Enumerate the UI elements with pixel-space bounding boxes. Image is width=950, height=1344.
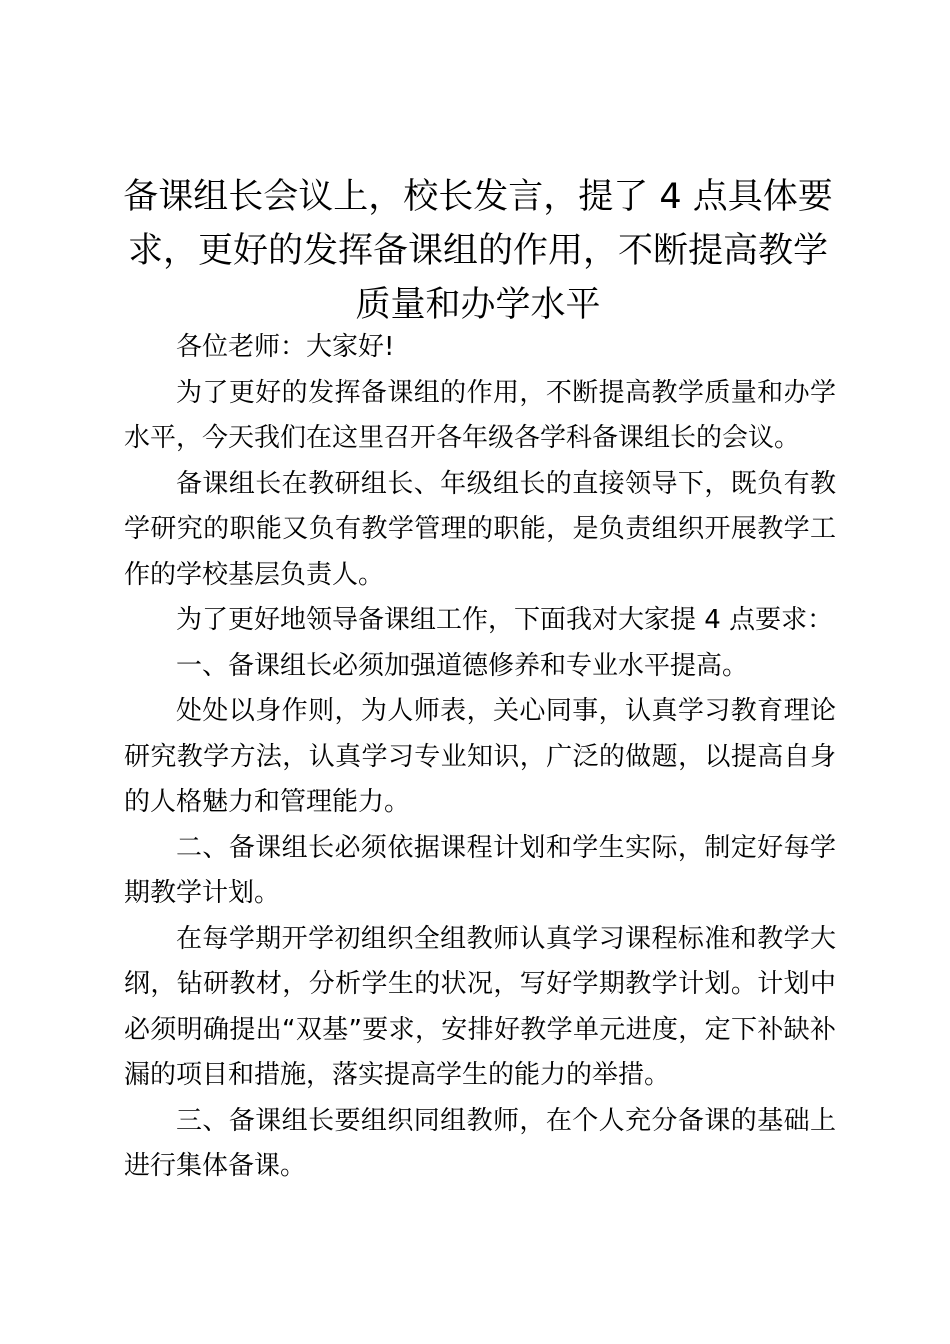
body-paragraph: 为了更好的发挥备课组的作用，不断提高教学质量和办学水平，今天我们在这里召开各年级各学科备课组长的会议。 [124, 377, 836, 453]
document-body [124, 325, 836, 1190]
section-heading-3: 三、备课组长要组织同组教师，在个人充分备课的基础上进行集体备课。 [124, 1105, 836, 1181]
section-heading-2: 二、备课组长必须依据课程计划和学生实际，制定好每学期教学计划。 [124, 832, 836, 908]
body-paragraph: 备课组长在教研组长、年级组长的直接领导下，既负有教学研究的职能又负有教学管理的职能，是负责组织开展教学工作的学校基层负责人。 [124, 468, 836, 590]
section-heading-1: 一、备课组长必须加强道德修养和专业水平提高。 [176, 650, 749, 681]
body-paragraph: 为了更好地领导备课组工作，下面我对大家提 4 点要求： [176, 605, 834, 635]
body-paragraph: 处处以身作则，为人师表，关心同事，认真学习教育理论研究教学方法，认真学习专业知识，广泛的做题，以提高自身的人格魅力和管理能力。 [124, 696, 836, 817]
document-title: 备课组长会议上，校长发言，提了 4 点具体要求，更好的发挥备课组的作用，不断提高教学质量和办学水平 [123, 177, 833, 325]
body-paragraph: 在每学期开学初组织全组教师认真学习课程标准和教学大纲，钻研教材，分析学生的状况，写好学期教学计划。计划中必须明确提出“双基”要求，安排好教学单元进度，定下补缺补漏的项目和措施，落实提高学生的能力的举措。 [124, 923, 836, 1090]
greeting-paragraph: 各位老师：大家好! [176, 332, 395, 362]
